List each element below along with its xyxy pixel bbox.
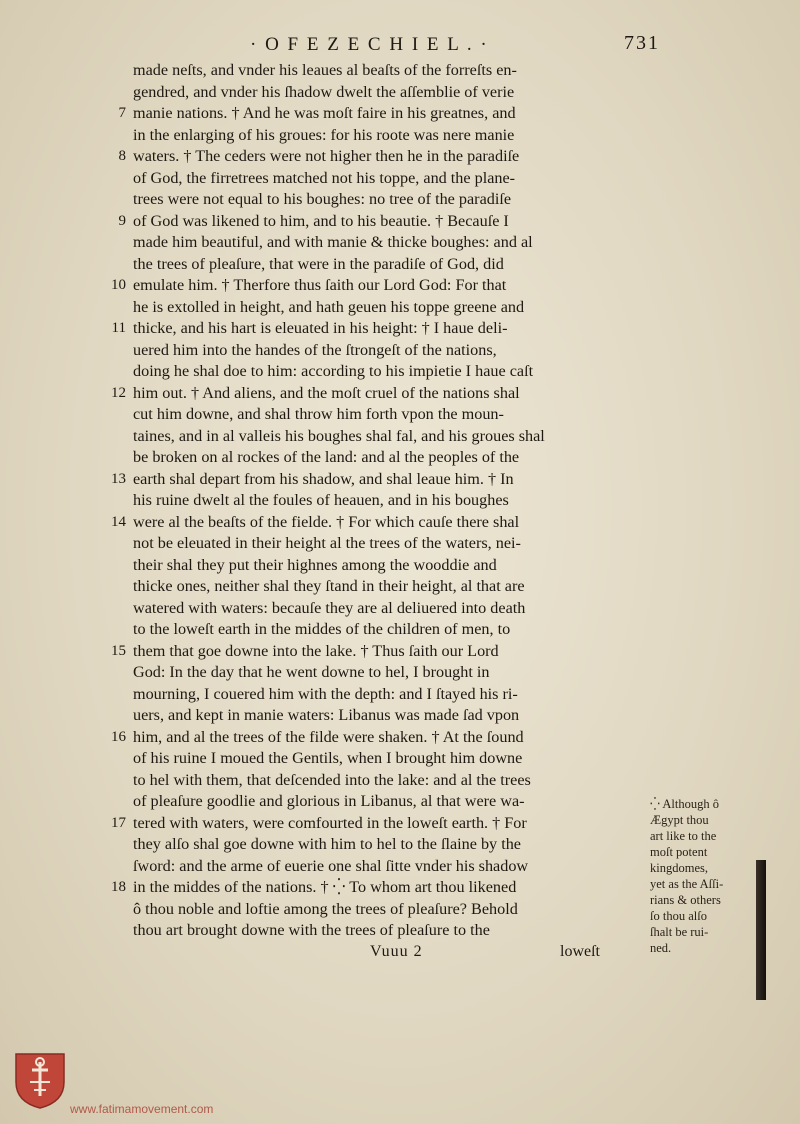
margin-note-line: Ægypt thou xyxy=(650,813,709,827)
line-text: made neſts, and vnder his leaues al beaſts of the forreſts en- xyxy=(133,61,517,79)
text-line xyxy=(100,254,645,276)
line-text: waters. † The ceders were not higher then he in the paradiſe xyxy=(133,147,520,165)
page-number: 731 xyxy=(624,32,660,54)
verse-number: 7 xyxy=(118,105,126,121)
line-text: them that goe downe into the lake. † Thus ſaith our Lord xyxy=(133,641,499,660)
line-text: in the middes of the nations. † ⁛ To whom art thou likened xyxy=(133,878,517,896)
text-line xyxy=(100,533,645,555)
margin-note-line: ſo thou alſo xyxy=(650,909,707,923)
line-text: doing he shal doe to him: according to his impietie I haue caſt xyxy=(133,362,534,380)
line-text: uers, and kept in manie waters: Libanus was made ſad vpon xyxy=(133,706,520,724)
text-line xyxy=(100,619,645,641)
text-line xyxy=(100,232,645,254)
line-text: their shal they put their highnes among the wooddie and xyxy=(133,555,497,574)
text-line xyxy=(100,297,645,319)
verse-number: 18 xyxy=(111,879,126,895)
coat-of-arms-icon xyxy=(14,1052,66,1110)
line-text: him out. † And aliens, and the moſt cruel of the nations shal xyxy=(133,383,520,402)
line-text: manie nations. † And he was moſt faire in his greatnes, and xyxy=(133,104,516,122)
text-line xyxy=(100,770,645,792)
line-text: thicke ones, neither shal they ſtand in their height, al that are xyxy=(133,577,525,595)
verse-number: 17 xyxy=(111,814,126,831)
verse-number: 10 xyxy=(111,277,126,293)
line-text: mourning, I couered him with the depth: and I ſtayed his ri- xyxy=(133,684,518,703)
text-line xyxy=(100,727,645,749)
text-line xyxy=(100,60,645,82)
line-text: cut him downe, and shal throw him forth vpon the moun- xyxy=(133,405,504,423)
text-line xyxy=(100,813,645,835)
line-text: of his ruine I moued the Gentils, when I brought him downe xyxy=(133,749,523,767)
line-text: of God was likened to him, and to his beautie. † Becauſe I xyxy=(133,211,509,230)
text-line xyxy=(100,555,645,577)
text-line xyxy=(100,146,645,168)
line-text: gendred, and vnder his ſhadow dwelt the aſſemblie of verie xyxy=(133,82,515,101)
catchword: loweſt xyxy=(560,943,600,960)
page-title: · O F E Z E C H I E L . · xyxy=(250,34,489,55)
website-watermark: www.fatimamovement.com xyxy=(70,1102,214,1116)
text-line xyxy=(100,103,645,125)
text-line xyxy=(100,576,645,598)
margin-note-line: moſt potent xyxy=(650,845,708,859)
verse-number: 8 xyxy=(118,148,126,164)
line-text: uered him into the handes of the ſtrongeſt of the nations, xyxy=(133,340,497,359)
line-text: they alſo shal goe downe with him to hel to the ſlaine by the xyxy=(133,835,521,853)
text-line xyxy=(100,469,645,491)
text-line xyxy=(100,920,645,942)
line-text: be broken on al rockes of the land: and al the peoples of the xyxy=(133,448,520,466)
line-text: him, and al the trees of the filde were shaken. † At the ſound xyxy=(133,727,524,746)
text-line xyxy=(100,447,645,469)
text-line xyxy=(100,340,645,362)
text-line xyxy=(100,189,645,211)
line-text: he is extolled in height, and hath geuen his toppe greene and xyxy=(133,297,525,316)
line-text: to the loweſt earth in the middes of the children of men, to xyxy=(133,620,511,638)
line-text: made him beautiful, and with manie & thicke boughes: and al xyxy=(133,233,533,251)
text-line xyxy=(100,361,645,383)
verse-number: 14 xyxy=(111,513,126,530)
verse-number: 9 xyxy=(118,212,126,229)
line-text: God: In the day that he went downe to hel, I brought in xyxy=(133,663,490,681)
margin-note-line: kingdomes, xyxy=(650,861,708,875)
text-line xyxy=(100,834,645,856)
text-line xyxy=(100,877,645,899)
line-text: watered with waters: becauſe they are al deliuered into death xyxy=(133,598,526,617)
margin-note-line: yet as the Aſſi- xyxy=(650,877,724,891)
text-line xyxy=(100,383,645,405)
line-text: taines, and in al valleis his boughes shal fal, and his groues shal xyxy=(133,426,545,445)
text-line xyxy=(100,791,645,813)
line-text: ô thou noble and loftie among the trees of pleaſure? Behold xyxy=(133,899,518,918)
body-text xyxy=(100,60,645,942)
binding-shadow xyxy=(756,860,766,1000)
text-line xyxy=(100,598,645,620)
text-line xyxy=(100,275,645,297)
line-text: of pleaſure goodlie and glorious in Libanus, al that were wa- xyxy=(133,792,525,810)
line-text: his ruine dwelt al the foules of heauen, and in his boughes xyxy=(133,491,509,509)
line-text: were al the beaſts of the fielde. † For which cauſe there shal xyxy=(133,512,520,531)
verse-number: 13 xyxy=(111,470,126,487)
text-line xyxy=(100,211,645,233)
text-line xyxy=(100,426,645,448)
text-line xyxy=(100,318,645,340)
text-line xyxy=(100,748,645,770)
line-text: trees were not equal to his boughes: no tree of the paradiſe xyxy=(133,190,512,208)
text-line xyxy=(100,404,645,426)
verse-number: 16 xyxy=(111,728,126,745)
text-line xyxy=(100,856,645,878)
text-line xyxy=(100,490,645,512)
text-line xyxy=(100,684,645,706)
margin-note-line: ned. xyxy=(650,941,672,955)
verse-number: 11 xyxy=(111,320,126,336)
line-text: not be eleuated in their height al the trees of the waters, nei- xyxy=(133,534,521,552)
text-line xyxy=(100,705,645,727)
line-text: thou art brought downe with the trees of pleaſure to the xyxy=(133,921,490,939)
text-line xyxy=(100,662,645,684)
running-header xyxy=(240,34,660,58)
signature-mark: Vuuu 2 xyxy=(370,943,423,960)
margin-note-line: art like to the xyxy=(650,829,717,843)
margin-note-line: rians & others xyxy=(650,893,721,907)
line-text: emulate him. † Therfore thus ſaith our Lord God: For that xyxy=(133,276,507,294)
margin-note xyxy=(650,796,760,956)
verse-number: 15 xyxy=(111,642,126,659)
margin-note-line: ⁛ Although ô xyxy=(650,797,720,811)
text-line xyxy=(100,899,645,921)
text-line xyxy=(100,125,645,147)
line-text: thicke, and his hart is eleuated in his height: † I haue deli- xyxy=(133,319,508,337)
text-line xyxy=(100,641,645,663)
text-line xyxy=(100,168,645,190)
line-text: tered with waters, were comfourted in the loweſt earth. † For xyxy=(133,813,527,832)
margin-note-line: ſhalt be rui- xyxy=(650,925,709,939)
text-line xyxy=(100,512,645,534)
line-text: the trees of pleaſure, that were in the paradiſe of God, did xyxy=(133,254,504,273)
line-text: earth shal depart from his shadow, and shal leaue him. † In xyxy=(133,469,514,488)
line-text: of God, the firretrees matched not his toppe, and the plane- xyxy=(133,168,516,187)
line-text: in the enlarging of his groues: for his roote was nere manie xyxy=(133,125,515,144)
line-text: ſword: and the arme of euerie one shal ſitte vnder his shadow xyxy=(133,856,529,875)
line-text: to hel with them, that deſcended into the lake: and al the trees xyxy=(133,770,531,789)
verse-number: 12 xyxy=(111,384,126,401)
text-line xyxy=(100,82,645,104)
